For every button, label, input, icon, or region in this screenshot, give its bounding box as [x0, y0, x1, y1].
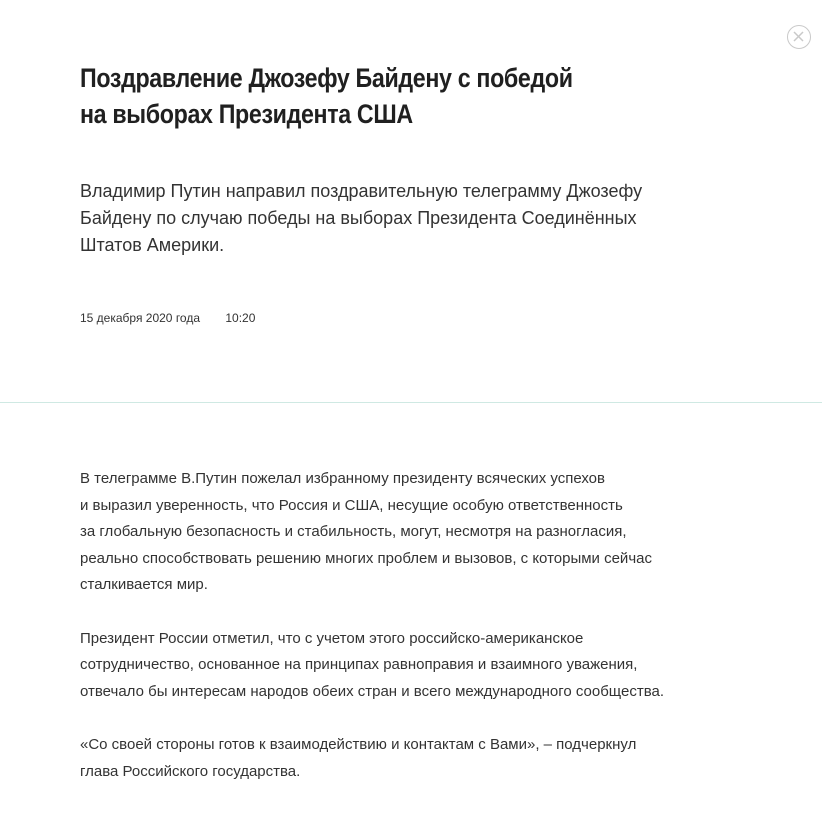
section-divider: [0, 402, 822, 403]
close-button[interactable]: [787, 25, 811, 49]
article-body: [80, 466, 750, 812]
publish-time: 10:20: [225, 311, 256, 325]
article-meta: [80, 310, 255, 326]
page-title: Поздравление Джозефу Байдену с победой на выборах Президента США: [80, 63, 573, 129]
publish-date: 15 декабря 2020 года: [80, 311, 201, 325]
article-paragraph: «Со своей стороны готов к взаимодействию и контактам с Вами», – подчеркнул глава Российского государства.: [80, 736, 637, 780]
close-icon: [788, 26, 809, 47]
article-paragraph: В телеграмме В.Путин пожелал избранному президенту всяческих успехов и выразил уверенность, что Россия и США, несущие особую ответственность за глобальную безопасность и стабильность, могут, несмотря на разногласия, реально способствовать решению многих проблем и вызовов, с которыми сейчас сталкивается мир.: [80, 470, 652, 593]
article-paragraph: Президент России отметил, что с учетом этого российско-американское сотрудничество, основанное на принципах равноправия и взаимного уважения, отвечало бы интересам народов обеих стран и всего международного сообщества.: [80, 629, 665, 700]
article-lead: Владимир Путин направил поздравительную телеграмму Джозефу Байдену по случаю победы на выборах Президента Соединённых Штатов Америки.: [80, 181, 643, 255]
